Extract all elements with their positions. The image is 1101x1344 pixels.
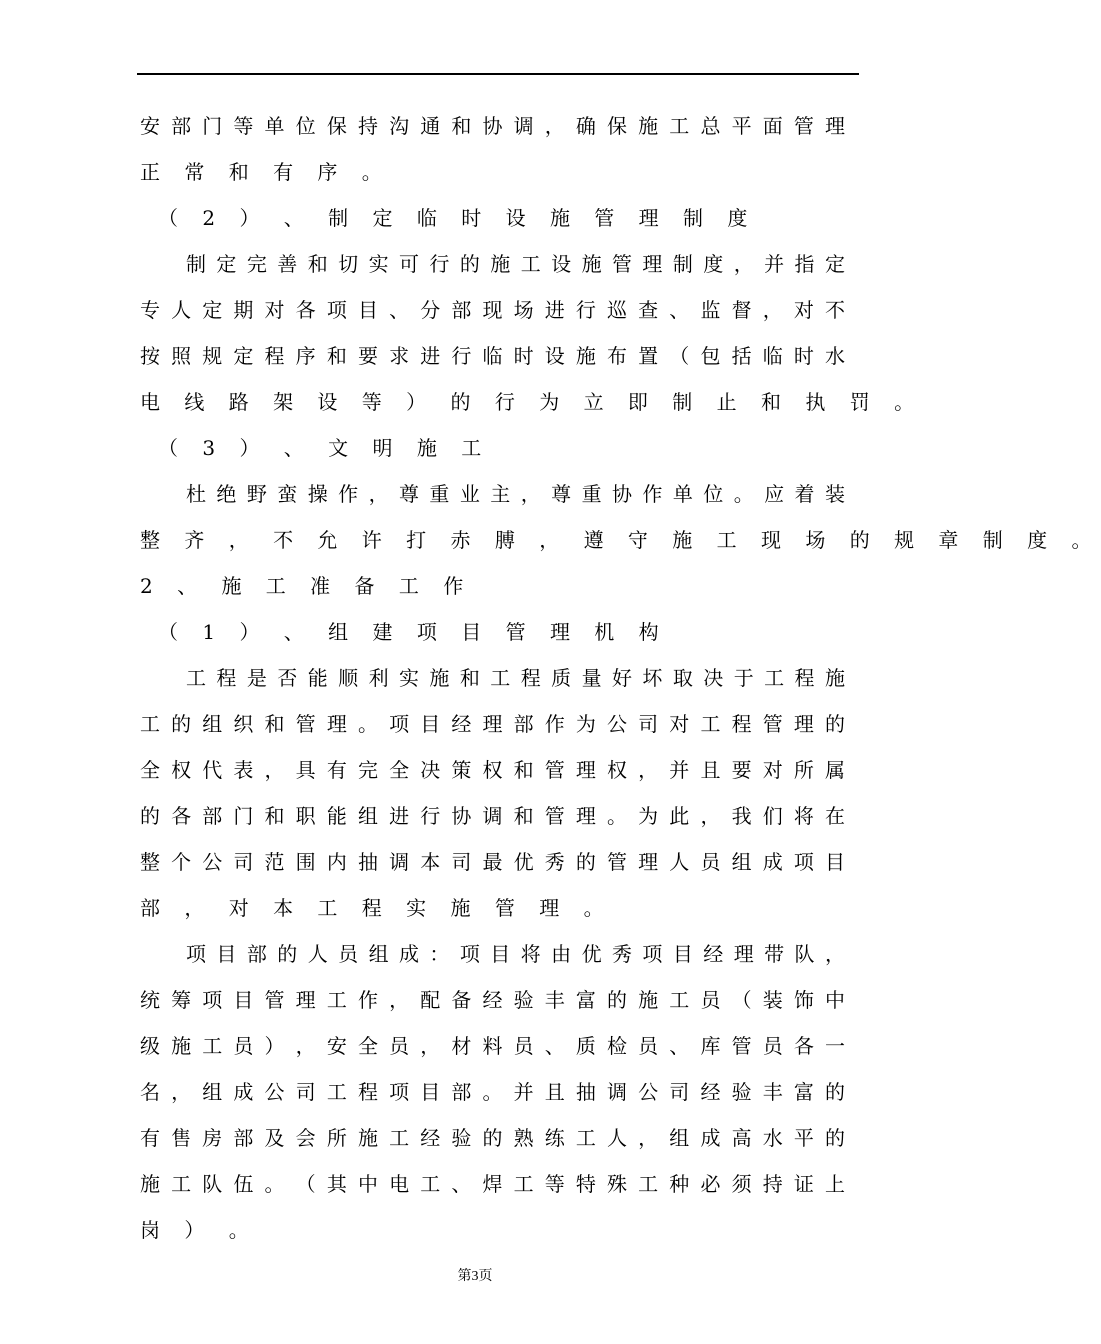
text-line-9: 杜 绝 野 蛮 操 作 ， 尊 重 业 主 ， 尊 重 协 作 单 位 。 应 着 装 [186, 482, 845, 506]
text-line-25: 岗 ） 。 [140, 1218, 258, 1242]
text-line-22: 名 ， 组 成 公 司 工 程 项 目 部 。 并 且 抽 调 公 司 经 验 丰 富 的 [140, 1080, 845, 1104]
text-line-7: 电 线 路 架 设 等 ） 的 行 为 立 即 制 止 和 执 罚 。 [140, 390, 924, 414]
page-number: 第3页 [457, 1269, 493, 1284]
text-line-1: 安 部 门 等 单 位 保 持 沟 通 和 协 调 ， 确 保 施 工 总 平 面 管 理 [140, 114, 845, 138]
text-line-23: 有 售 房 部 及 会 所 施 工 经 验 的 熟 练 工 人 ， 组 成 高 水 平 的 [140, 1126, 845, 1150]
text-line-4: 制 定 完 善 和 切 实 可 行 的 施 工 设 施 管 理 制 度 ， 并 指 定 [186, 252, 845, 276]
text-line-24: 施 工 队 伍 。 （ 其 中 电 工 、 焊 工 等 特 殊 工 种 必 须 持 证 上 [140, 1172, 845, 1196]
text-line-10: 整 齐 ， 不 允 许 打 赤 膊 ， 遵 守 施 工 现 场 的 规 章 制 度 。 [140, 528, 1101, 552]
section-heading-3: （ 3 ） 、 文 明 施 工 [158, 436, 491, 460]
chapter-heading-2: 2 、 施 工 准 备 工 作 [140, 574, 473, 598]
text-line-5: 专 人 定 期 对 各 项 目 、 分 部 现 场 进 行 巡 查 、 监 督 ， 对 不 [140, 298, 845, 322]
text-line-6: 按 照 规 定 程 序 和 要 求 进 行 临 时 设 施 布 置 （ 包 括 临 时 水 [140, 344, 845, 368]
text-line-17: 整 个 公 司 范 围 内 抽 调 本 司 最 优 秀 的 管 理 人 员 组 成 项 目 [140, 850, 845, 874]
text-line-20: 统 筹 项 目 管 理 工 作 ， 配 备 经 验 丰 富 的 施 工 员 （ 装 饰 中 [140, 988, 845, 1012]
text-line-16: 的 各 部 门 和 职 能 组 进 行 协 调 和 管 理 。 为 此 ， 我 们 将 在 [140, 804, 845, 828]
text-line-2: 正 常 和 有 序 。 [140, 160, 391, 184]
text-line-21: 级 施 工 员 ） ， 安 全 员 ， 材 料 员 、 质 检 员 、 库 管 员 各 一 [140, 1034, 845, 1058]
text-line-13: 工 程 是 否 能 顺 利 实 施 和 工 程 质 量 好 坏 取 决 于 工 程 施 [186, 666, 845, 690]
header-rule [137, 73, 859, 75]
text-line-19: 项 目 部 的 人 员 组 成 ： 项 目 将 由 优 秀 项 目 经 理 带 队 ， [186, 942, 845, 966]
text-line-14: 工 的 组 织 和 管 理 。 项 目 经 理 部 作 为 公 司 对 工 程 管 理 的 [140, 712, 845, 736]
section-heading-2: （ 2 ） 、 制 定 临 时 设 施 管 理 制 度 [158, 206, 757, 230]
text-line-18: 部 ， 对 本 工 程 实 施 管 理 。 [140, 896, 613, 920]
section-heading-1: （ 1 ） 、 组 建 项 目 管 理 机 构 [158, 620, 668, 644]
text-line-15: 全 权 代 表 ， 具 有 完 全 决 策 权 和 管 理 权 ， 并 且 要 对 所 属 [140, 758, 845, 782]
